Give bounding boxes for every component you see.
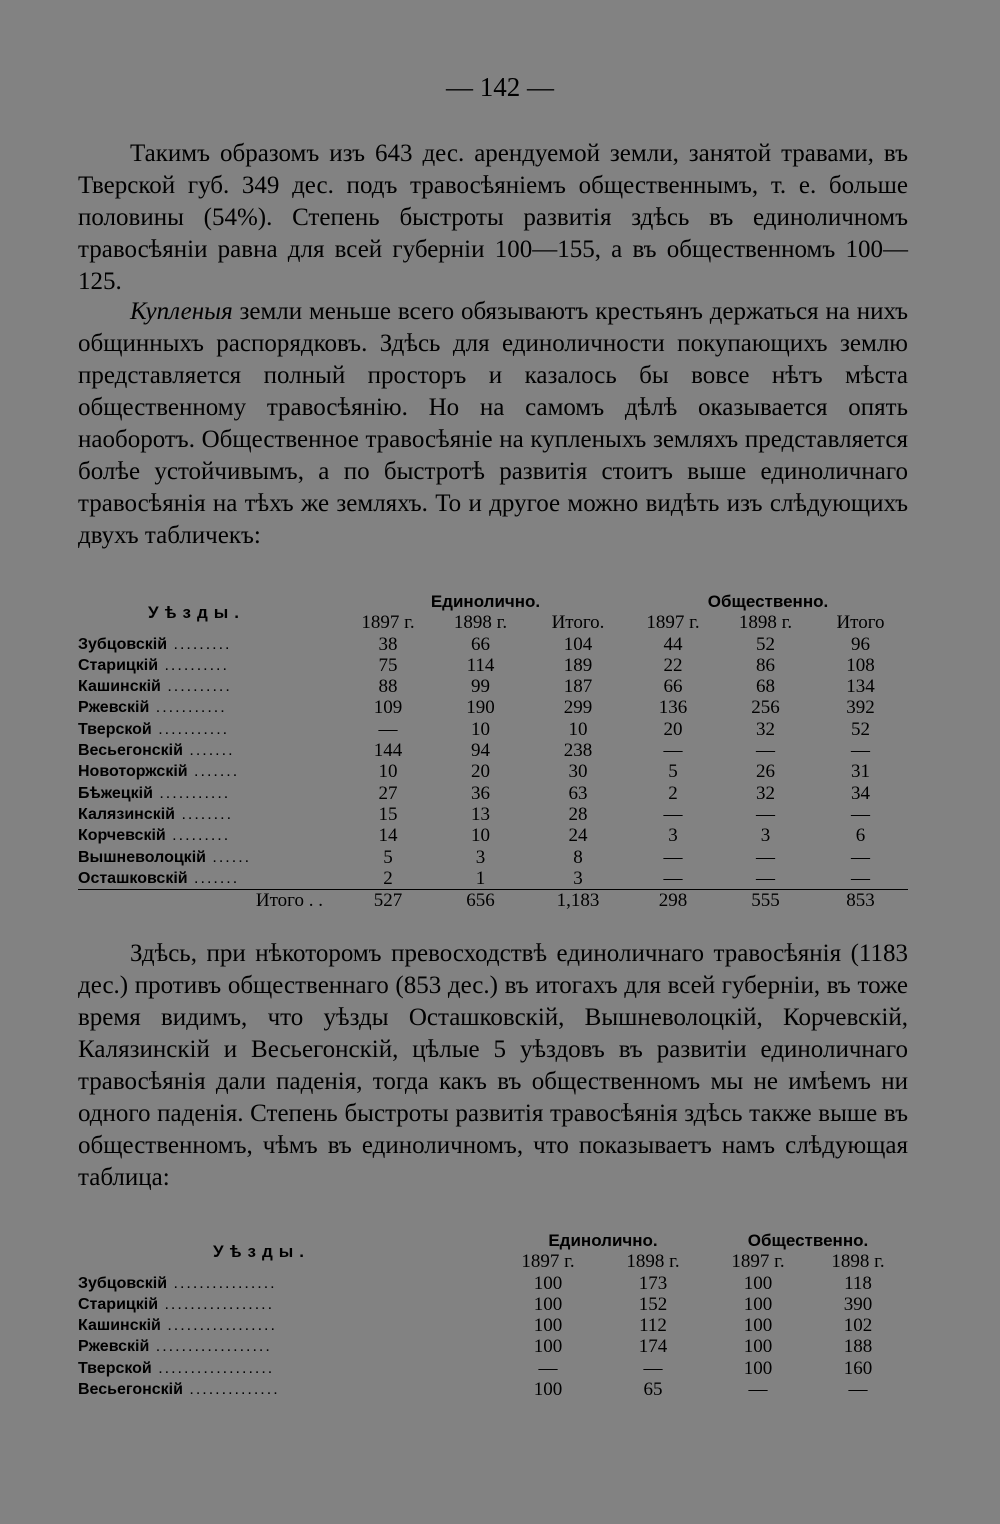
table-1-value-cell: 68	[756, 676, 775, 698]
table-2-value-cell: 188	[843, 1336, 873, 1358]
table-1-value-cell: 88	[378, 676, 398, 698]
table-2-district-name: Ржевскій	[78, 1338, 150, 1356]
table-1-row	[78, 761, 908, 782]
table-1-district-name: Бѣжецкій	[78, 784, 153, 802]
table-1-value-cell: —	[663, 867, 683, 889]
table-1-value-cell: 114	[466, 654, 495, 676]
table-1-value-cell: 2	[668, 782, 678, 804]
table-1-value-cell: 104	[563, 633, 593, 655]
table-1-value-cell: 392	[846, 697, 875, 719]
table-1-row	[78, 868, 908, 890]
table-1-leader-dots: .......	[182, 742, 235, 760]
table-1-district-name: Осташковскій	[78, 869, 188, 887]
table-1-district-name: Весьегонскій	[78, 742, 183, 760]
table-2-row	[78, 1273, 908, 1294]
table-1-value-cell: —	[756, 740, 775, 762]
table-1-group-individual: Единолично.	[430, 592, 541, 611]
table-1-row	[78, 825, 908, 846]
table-1-district-cell	[78, 655, 343, 676]
table-1-total-cell: 555	[718, 890, 813, 912]
table-2-group-communal: Общественно.	[747, 1231, 869, 1250]
table-1-value-cell: 108	[846, 654, 875, 676]
table-2-value-cell: 102	[843, 1315, 873, 1337]
paragraph-2-text: земли меньше всего обязываютъ крестьянъ держаться на нихъ общинныхъ распорядковъ. Здѣсь для единоличности покупающихъ землю представляется полный просторъ и казалось бы вовсе нѣтъ мѣста общественному травосѣянію. Но на самомъ дѣлѣ оказывается опять наоборотъ. Общественное травосѣяніе на купленыхъ земляхъ представляется болѣе устойчивымъ, а по быстротѣ развитія стоитъ выше единоличнаго травосѣянія на тѣхъ же земляхъ. То и другое можно видѣть изъ слѣдующихъ двухъ табличекъ:	[78, 298, 908, 549]
table-1-district-cell	[78, 783, 343, 804]
table-2-district-name: Зубцовскій	[78, 1274, 168, 1292]
table-1-value-cell: 109	[373, 697, 403, 719]
table-2-district-cell	[78, 1273, 498, 1294]
table-2-district-name: Тверской	[78, 1359, 152, 1377]
table-1-value-cell: 96	[851, 633, 870, 655]
table-1-group-communal: Общественно.	[707, 592, 829, 611]
table-1-value-cell: 94	[471, 740, 490, 762]
table-1-district-cell	[78, 761, 343, 782]
page-number: — 142 —	[446, 72, 554, 102]
table-1-value-cell: 30	[568, 761, 588, 783]
table-1-leader-dots: ........	[175, 805, 234, 823]
table-2-leader-dots: .................	[158, 1295, 275, 1313]
table-1-value-cell: —	[851, 846, 870, 868]
table-1-value-cell: 63	[568, 782, 588, 804]
table-1-value-cell: —	[663, 803, 683, 825]
table-1-sub-header: 1897 г.	[361, 612, 415, 634]
table-2-value-cell: 112	[639, 1315, 667, 1337]
table-2-value-cell: 174	[638, 1336, 668, 1358]
table-1-value-cell: —	[378, 718, 398, 740]
paragraph-3: Здѣсь, при нѣкоторомъ превосходствѣ единоличнаго травосѣянія (1183 дес.) противъ общественнаго (853 дес.) въ итогахъ для всей губерніи, въ тоже время видимъ, что уѣзды Осташковскій, Вышневолоцкій, Корчевскій, Калязинскій и Весьегонскій, цѣлые 5 уѣздовъ въ развитіи единоличнаго травосѣянія дали паденія, тогда какъ въ общественномъ мы не имѣемъ ни одного паденія. Степень быстроты развитія травосѣянія здѣсь также выше въ общественномъ, чѣмъ въ единоличномъ, что показываетъ намъ слѣдующая таблица:	[78, 940, 908, 1191]
table-1-district-name: Кашинскій	[78, 678, 161, 696]
table-1-value-cell: 20	[471, 761, 490, 783]
table-2-district-cell	[78, 1315, 498, 1336]
table-1-value-cell: 20	[663, 718, 683, 740]
table-2-sub-header: 1898 г.	[831, 1251, 885, 1273]
table-1-value-cell: 44	[663, 633, 683, 655]
table-2-value-cell: 100	[533, 1272, 563, 1294]
table-1-value-cell: 8	[573, 846, 583, 868]
table-1-value-cell: 52	[756, 633, 775, 655]
table-1-value-cell: 256	[751, 697, 780, 719]
table-1-total-cell: 298	[628, 890, 718, 912]
table-2-value-cell: 100	[533, 1379, 563, 1401]
table-1-value-cell: —	[756, 846, 775, 868]
table-1-value-cell: 66	[471, 633, 490, 655]
table-1-value-cell: 22	[663, 654, 683, 676]
paragraph-2-italic: Купленыя	[130, 298, 233, 325]
table-2-uezdy-header: Уѣзды.	[213, 1241, 311, 1261]
table-1-value-cell: 5	[668, 761, 678, 783]
table-1-value-cell: 144	[373, 740, 403, 762]
table-1-district-cell	[78, 634, 343, 655]
table-1-value-cell: 10	[471, 825, 490, 847]
table-1-value-cell: 32	[756, 718, 775, 740]
table-1-value-cell: 6	[855, 825, 866, 847]
table-1-row	[78, 740, 908, 761]
table-1-total-cell: 656	[433, 890, 528, 912]
table-1-district-name: Новоторжскій	[78, 763, 188, 781]
table-2	[78, 1230, 908, 1400]
table-1-leader-dots: ...........	[152, 784, 231, 802]
table-2-row	[78, 1379, 908, 1400]
table-1-district-name: Старицкій	[78, 656, 159, 674]
table-2-sub-header: 1897 г.	[731, 1251, 785, 1273]
table-2-district-name: Кашинскій	[78, 1317, 161, 1335]
table-2-value-cell: 173	[638, 1272, 668, 1294]
table-1-district-cell	[78, 676, 343, 697]
table-2-district-name: Старицкій	[78, 1295, 159, 1313]
table-2-district-cell	[78, 1379, 498, 1400]
table-1-value-cell: 24	[568, 825, 588, 847]
table-2-leader-dots: ..................	[149, 1338, 272, 1356]
table-1-value-cell: 1	[475, 867, 486, 889]
table-2-value-cell: 100	[533, 1315, 563, 1337]
table-1-leader-dots: .......	[187, 763, 240, 781]
table-1-row	[78, 676, 908, 697]
table-1-value-cell: 189	[563, 654, 593, 676]
table-2-value-cell: 118	[844, 1272, 872, 1294]
table-1-value-cell: 52	[851, 718, 870, 740]
table-1-value-cell: 13	[471, 803, 490, 825]
table-1-value-cell: 75	[378, 654, 398, 676]
table-1-total-cell: 527	[343, 890, 433, 912]
table-2-leader-dots: ................	[167, 1274, 277, 1292]
table-1-value-cell: —	[663, 740, 683, 762]
table-2-leader-dots: ..............	[182, 1381, 280, 1399]
table-1-value-cell: 136	[658, 697, 688, 719]
table-1-row	[78, 847, 908, 868]
table-1-district-cell	[78, 825, 343, 846]
table-2-row	[78, 1336, 908, 1357]
table-1-value-cell: 2	[383, 867, 393, 889]
table-1-value-cell: 31	[851, 761, 870, 783]
table-2-sub-header: 1897 г.	[521, 1251, 575, 1273]
table-2-value-cell: —	[848, 1379, 868, 1401]
table-1-leader-dots: ......	[205, 848, 252, 866]
table-1-total-cell: 1,183	[528, 890, 628, 912]
table-1-value-cell: 10	[378, 761, 398, 783]
paragraph-1: Такимъ образомъ изъ 643 дес. арендуемой земли, занятой травами, въ Тверской губ. 349 дес. подъ травосѣяніемъ общественнымъ, т. е. больше половины (54%). Степень быстроты развитія здѣсь въ единоличномъ травосѣяніи равна для всей губерніи 100—155, а въ общественномъ 100—125.	[78, 140, 908, 295]
table-2-group-individual: Единолично.	[548, 1231, 658, 1250]
table-2-district-cell	[78, 1358, 498, 1379]
table-1-value-cell: 3	[760, 825, 771, 847]
table-1-district-name: Калязинскій	[78, 805, 175, 823]
table-2-value-cell: 160	[843, 1357, 873, 1379]
table-1-district-name: Тверской	[78, 720, 152, 738]
table-1-value-cell: —	[756, 803, 775, 825]
table-1-row	[78, 634, 908, 655]
table-1	[78, 591, 908, 911]
table-1-leader-dots: .........	[167, 635, 232, 653]
table-1-value-cell: 66	[663, 676, 683, 698]
table-1-district-name: Зубцовскій	[78, 635, 168, 653]
table-2-value-cell: 100	[743, 1336, 773, 1358]
table-1-value-cell: 187	[563, 676, 593, 698]
table-2-value-cell: —	[538, 1357, 558, 1379]
table-1-sub-header: 1898 г.	[738, 612, 793, 634]
table-1-value-cell: 28	[568, 803, 588, 825]
table-1-row	[78, 697, 908, 718]
table-1-value-cell: 14	[378, 825, 398, 847]
table-1-value-cell: 36	[471, 782, 490, 804]
table-2-value-cell: 100	[533, 1336, 563, 1358]
table-1-sub-header: Итого	[836, 612, 885, 634]
table-2-row	[78, 1358, 908, 1379]
table-1-district-name: Вышневолоцкій	[78, 848, 206, 866]
table-1-value-cell: 3	[573, 867, 583, 889]
table-1-leader-dots: ...........	[149, 699, 227, 717]
table-1-sub-header: 1897 г.	[646, 612, 700, 634]
table-1-value-cell: 299	[563, 697, 593, 719]
table-1-row	[78, 783, 908, 804]
table-2-value-cell: 390	[843, 1293, 873, 1315]
table-1-row	[78, 804, 908, 825]
table-1-value-cell: 3	[475, 846, 486, 868]
table-1-sub-header: 1898 г.	[453, 612, 508, 634]
table-1-value-cell: 134	[846, 676, 875, 698]
table-2-value-cell: 100	[743, 1293, 773, 1315]
table-2-value-cell: 65	[643, 1379, 663, 1401]
table-2-row	[78, 1294, 908, 1315]
table-1-value-cell: —	[756, 867, 775, 889]
table-1-value-cell: —	[663, 846, 683, 868]
table-1-district-name: Корчевскій	[78, 827, 166, 845]
table-1-value-cell: 99	[471, 676, 490, 698]
table-1-value-cell: —	[851, 867, 870, 889]
table-1-total-cell: 853	[813, 890, 908, 912]
table-1-value-cell: 38	[378, 633, 398, 655]
table-1-value-cell: 3	[668, 825, 678, 847]
table-1-value-cell: 5	[383, 846, 393, 868]
table-1-value-cell: —	[851, 740, 870, 762]
table-2-leader-dots: .................	[160, 1317, 277, 1335]
table-2-row	[78, 1315, 908, 1336]
table-1-value-cell: 10	[471, 718, 490, 740]
table-2-value-cell: 100	[533, 1293, 563, 1315]
table-1-leader-dots: .........	[165, 827, 231, 845]
table-1-leader-dots: ...........	[151, 720, 230, 738]
table-1-value-cell: 15	[378, 803, 398, 825]
paragraph-2	[78, 296, 908, 552]
table-2-leader-dots: ..................	[151, 1359, 275, 1377]
table-1-value-cell: 190	[466, 697, 495, 719]
table-1-district-name: Ржевскій	[78, 699, 150, 717]
table-1-district-cell	[78, 804, 343, 825]
table-1-value-cell: 86	[756, 654, 775, 676]
table-1-value-cell: 238	[563, 740, 593, 762]
table-1-district-cell	[78, 868, 343, 890]
table-1-row	[78, 719, 908, 740]
table-1-value-cell: —	[851, 803, 870, 825]
table-2-value-cell: 100	[743, 1357, 773, 1379]
table-1-uezdy-header: Уѣзды.	[148, 602, 246, 622]
table-1-total-label: Итого . .	[78, 890, 343, 912]
table-1-leader-dots: .......	[187, 869, 240, 887]
table-1-district-cell	[78, 697, 343, 718]
table-1-district-cell	[78, 847, 343, 868]
table-2-value-cell: 152	[638, 1293, 668, 1315]
table-2-sub-header: 1898 г.	[626, 1251, 680, 1273]
table-2-district-cell	[78, 1336, 498, 1357]
table-1-value-cell: 26	[756, 761, 775, 783]
table-1-row	[78, 655, 908, 676]
table-1-leader-dots: ..........	[158, 656, 229, 674]
table-1-value-cell: 27	[378, 782, 398, 804]
table-1-leader-dots: ..........	[160, 678, 232, 696]
table-1-value-cell: 10	[568, 718, 588, 740]
table-1-district-cell	[78, 740, 343, 761]
table-2-value-cell: 100	[743, 1315, 773, 1337]
table-1-value-cell: 34	[851, 782, 870, 804]
table-1-value-cell: 32	[756, 782, 775, 804]
table-2-value-cell: —	[748, 1379, 768, 1401]
table-1-sub-header: Итого.	[551, 612, 605, 634]
table-1-district-cell	[78, 719, 343, 740]
table-2-value-cell: —	[643, 1357, 663, 1379]
table-2-district-cell	[78, 1294, 498, 1315]
table-2-value-cell: 100	[743, 1272, 773, 1294]
table-2-district-name: Весьегонскій	[78, 1381, 183, 1399]
